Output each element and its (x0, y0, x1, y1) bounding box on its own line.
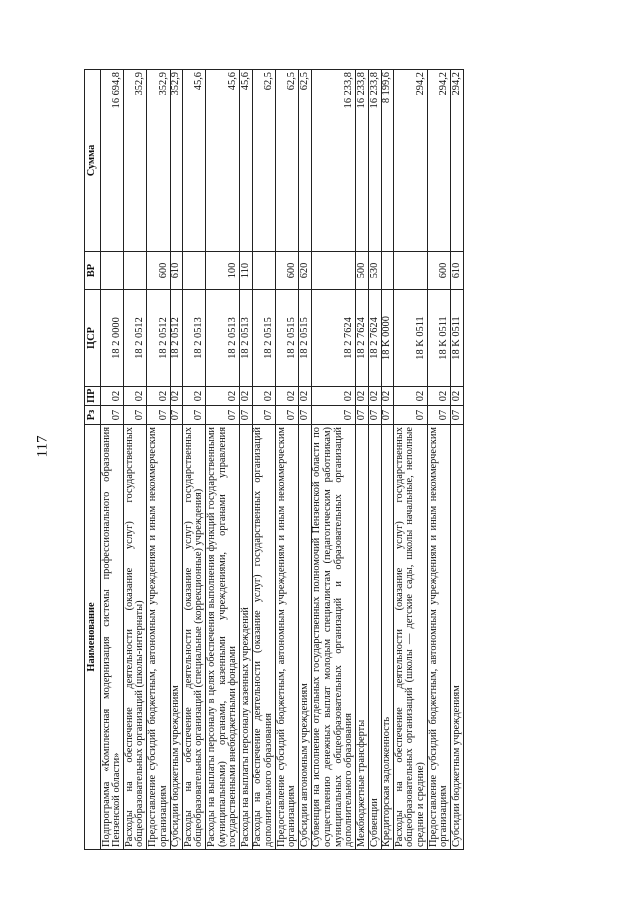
table-row (147, 70, 170, 850)
rotated-table-container (84, 70, 541, 850)
cell-rz: 07 (369, 406, 382, 425)
cell-vr: 500 (356, 252, 369, 290)
cell-rz: 07 (170, 406, 183, 425)
cell-sum: 294,2 (451, 70, 464, 252)
cell-name: Расходы на выплаты персоналу в целях обеспечения выполнения функций государственными (муниципальными) органами, казенными учреждениями, органами управления государственными внебюджетными фондами (206, 425, 240, 850)
cell-csr: 18 2 0512 (124, 290, 147, 387)
page-number: 117 (34, 435, 51, 458)
cell-sum: 45,6 (206, 70, 240, 252)
cell-csr: 18 2 0515 (252, 290, 275, 387)
cell-name: Расходы на обеспечение деятельности (оказание услуг) государственных общеобразовательных организаций (школы — детские сады, школы начальные, неполные средние и средние) (394, 425, 428, 850)
cell-name: Межбюджетные трансферты (356, 425, 369, 850)
cell-csr: 18 2 7624 (311, 290, 355, 387)
cell-csr: 18 K 0511 (451, 290, 464, 387)
table-row (369, 70, 382, 850)
table-row (299, 70, 312, 850)
cell-vr: 620 (299, 252, 312, 290)
cell-rz: 07 (183, 406, 206, 425)
cell-rz: 07 (101, 406, 124, 425)
header-csr: ЦСР (85, 290, 101, 387)
cell-vr (124, 252, 147, 290)
cell-vr (101, 252, 124, 290)
cell-rz: 07 (381, 406, 394, 425)
cell-vr: 530 (369, 252, 382, 290)
header-name: Наименование (85, 425, 101, 850)
cell-name: Субсидии бюджетным учреждениям (170, 425, 183, 850)
cell-sum: 45,6 (240, 70, 253, 252)
table-row (428, 70, 451, 850)
cell-pr: 02 (240, 387, 253, 406)
cell-sum: 62,5 (299, 70, 312, 252)
cell-csr: 18 2 0000 (101, 290, 124, 387)
cell-csr: 18 K 0000 (381, 290, 394, 387)
cell-name: Предоставление субсидий бюджетным, автономным учреждениям и иным некоммерческим организациям (276, 425, 299, 850)
cell-name: Расходы на обеспечение деятельности (оказание услуг) государственных общеобразовательных организаций (школы-интернаты) (124, 425, 147, 850)
table-row (394, 70, 428, 850)
cell-vr: 610 (170, 252, 183, 290)
cell-csr: 18 2 0513 (206, 290, 240, 387)
cell-pr: 02 (451, 387, 464, 406)
cell-sum: 16 233,8 (356, 70, 369, 252)
table-body (101, 70, 464, 850)
header-vr: ВР (85, 252, 101, 290)
cell-sum: 8 199,6 (381, 70, 394, 252)
cell-pr: 02 (381, 387, 394, 406)
cell-pr: 02 (183, 387, 206, 406)
table-row (101, 70, 124, 850)
cell-rz: 07 (394, 406, 428, 425)
cell-vr (394, 252, 428, 290)
cell-pr: 02 (252, 387, 275, 406)
table-row (252, 70, 275, 850)
table-row (124, 70, 147, 850)
cell-rz: 07 (311, 406, 355, 425)
cell-rz: 07 (276, 406, 299, 425)
table-row (311, 70, 355, 850)
cell-sum: 45,6 (183, 70, 206, 252)
cell-pr: 02 (124, 387, 147, 406)
cell-pr: 02 (276, 387, 299, 406)
cell-vr: 100 (206, 252, 240, 290)
cell-pr: 02 (369, 387, 382, 406)
table-row (451, 70, 464, 850)
cell-vr: 600 (147, 252, 170, 290)
cell-name: Субвенции (369, 425, 382, 850)
cell-vr: 600 (276, 252, 299, 290)
cell-csr: 18 K 0511 (394, 290, 428, 387)
cell-sum: 16 233,8 (311, 70, 355, 252)
cell-rz: 07 (299, 406, 312, 425)
cell-name: Субсидии автономным учреждениям (299, 425, 312, 850)
cell-pr: 02 (311, 387, 355, 406)
cell-pr: 02 (170, 387, 183, 406)
cell-csr: 18 2 0513 (183, 290, 206, 387)
cell-csr: 18 2 0513 (240, 290, 253, 387)
cell-name: Расходы на выплаты персоналу казенных учреждений (240, 425, 253, 850)
cell-sum: 352,9 (124, 70, 147, 252)
cell-rz: 07 (147, 406, 170, 425)
cell-rz: 07 (124, 406, 147, 425)
table-row (276, 70, 299, 850)
cell-csr: 18 2 7624 (356, 290, 369, 387)
cell-rz: 07 (252, 406, 275, 425)
cell-pr: 02 (356, 387, 369, 406)
cell-csr: 18 2 0512 (147, 290, 170, 387)
cell-sum: 62,5 (252, 70, 275, 252)
table-header-row (85, 70, 101, 850)
cell-vr: 110 (240, 252, 253, 290)
cell-csr: 18 2 0515 (299, 290, 312, 387)
cell-sum: 294,2 (428, 70, 451, 252)
cell-rz: 07 (206, 406, 240, 425)
budget-table (84, 69, 464, 850)
cell-pr: 02 (299, 387, 312, 406)
header-sum: Сумма (85, 70, 101, 252)
cell-sum: 352,9 (147, 70, 170, 252)
table-row (183, 70, 206, 850)
cell-vr (311, 252, 355, 290)
cell-name: Предоставление субсидий бюджетным, автономным учреждениям и иным некоммерческим организациям (428, 425, 451, 850)
cell-rz: 07 (356, 406, 369, 425)
cell-sum: 62,5 (276, 70, 299, 252)
cell-pr: 02 (147, 387, 170, 406)
cell-pr: 02 (394, 387, 428, 406)
table-row (170, 70, 183, 850)
cell-sum: 16 233,8 (369, 70, 382, 252)
cell-pr: 02 (206, 387, 240, 406)
cell-name: Подпрограмма «Комплексная модернизация системы профессионального образования Пензенской области» (101, 425, 124, 850)
cell-sum: 352,9 (170, 70, 183, 252)
header-pr: ПР (85, 387, 101, 406)
table-row (381, 70, 394, 850)
table-row (206, 70, 240, 850)
cell-rz: 07 (428, 406, 451, 425)
cell-vr (183, 252, 206, 290)
cell-name: Субсидии бюджетным учреждениям (451, 425, 464, 850)
cell-sum: 294,2 (394, 70, 428, 252)
cell-name: Расходы на обеспечение деятельности (оказание услуг) государственных организаций дополнительного образования (252, 425, 275, 850)
cell-rz: 07 (451, 406, 464, 425)
cell-sum: 16 694,8 (101, 70, 124, 252)
cell-name: Субвенция на исполнение отдельных государственных полномочий Пензенской области по осуществлению денежных выплат молодым специалистам (педагогическим работникам) муниципальных общеобразовательных организаций и образовательных организаций дополнительного образования (311, 425, 355, 850)
table-row (356, 70, 369, 850)
cell-name: Предоставление субсидий бюджетным, автономным учреждениям и иным некоммерческим организациям (147, 425, 170, 850)
cell-csr: 18 2 0515 (276, 290, 299, 387)
cell-rz: 07 (240, 406, 253, 425)
cell-pr: 02 (101, 387, 124, 406)
cell-csr: 18 2 0512 (170, 290, 183, 387)
cell-vr (381, 252, 394, 290)
cell-pr: 02 (428, 387, 451, 406)
cell-csr: 18 K 0511 (428, 290, 451, 387)
table-row (240, 70, 253, 850)
cell-name: Расходы на обеспечение деятельности (оказание услуг) государственных общеобразовательных организаций (специальные (коррекционные) учреждения) (183, 425, 206, 850)
cell-csr: 18 2 7624 (369, 290, 382, 387)
header-rz: Рз (85, 406, 101, 425)
cell-vr (252, 252, 275, 290)
cell-vr: 600 (428, 252, 451, 290)
cell-name: Кредиторская задолженность (381, 425, 394, 850)
cell-vr: 610 (451, 252, 464, 290)
